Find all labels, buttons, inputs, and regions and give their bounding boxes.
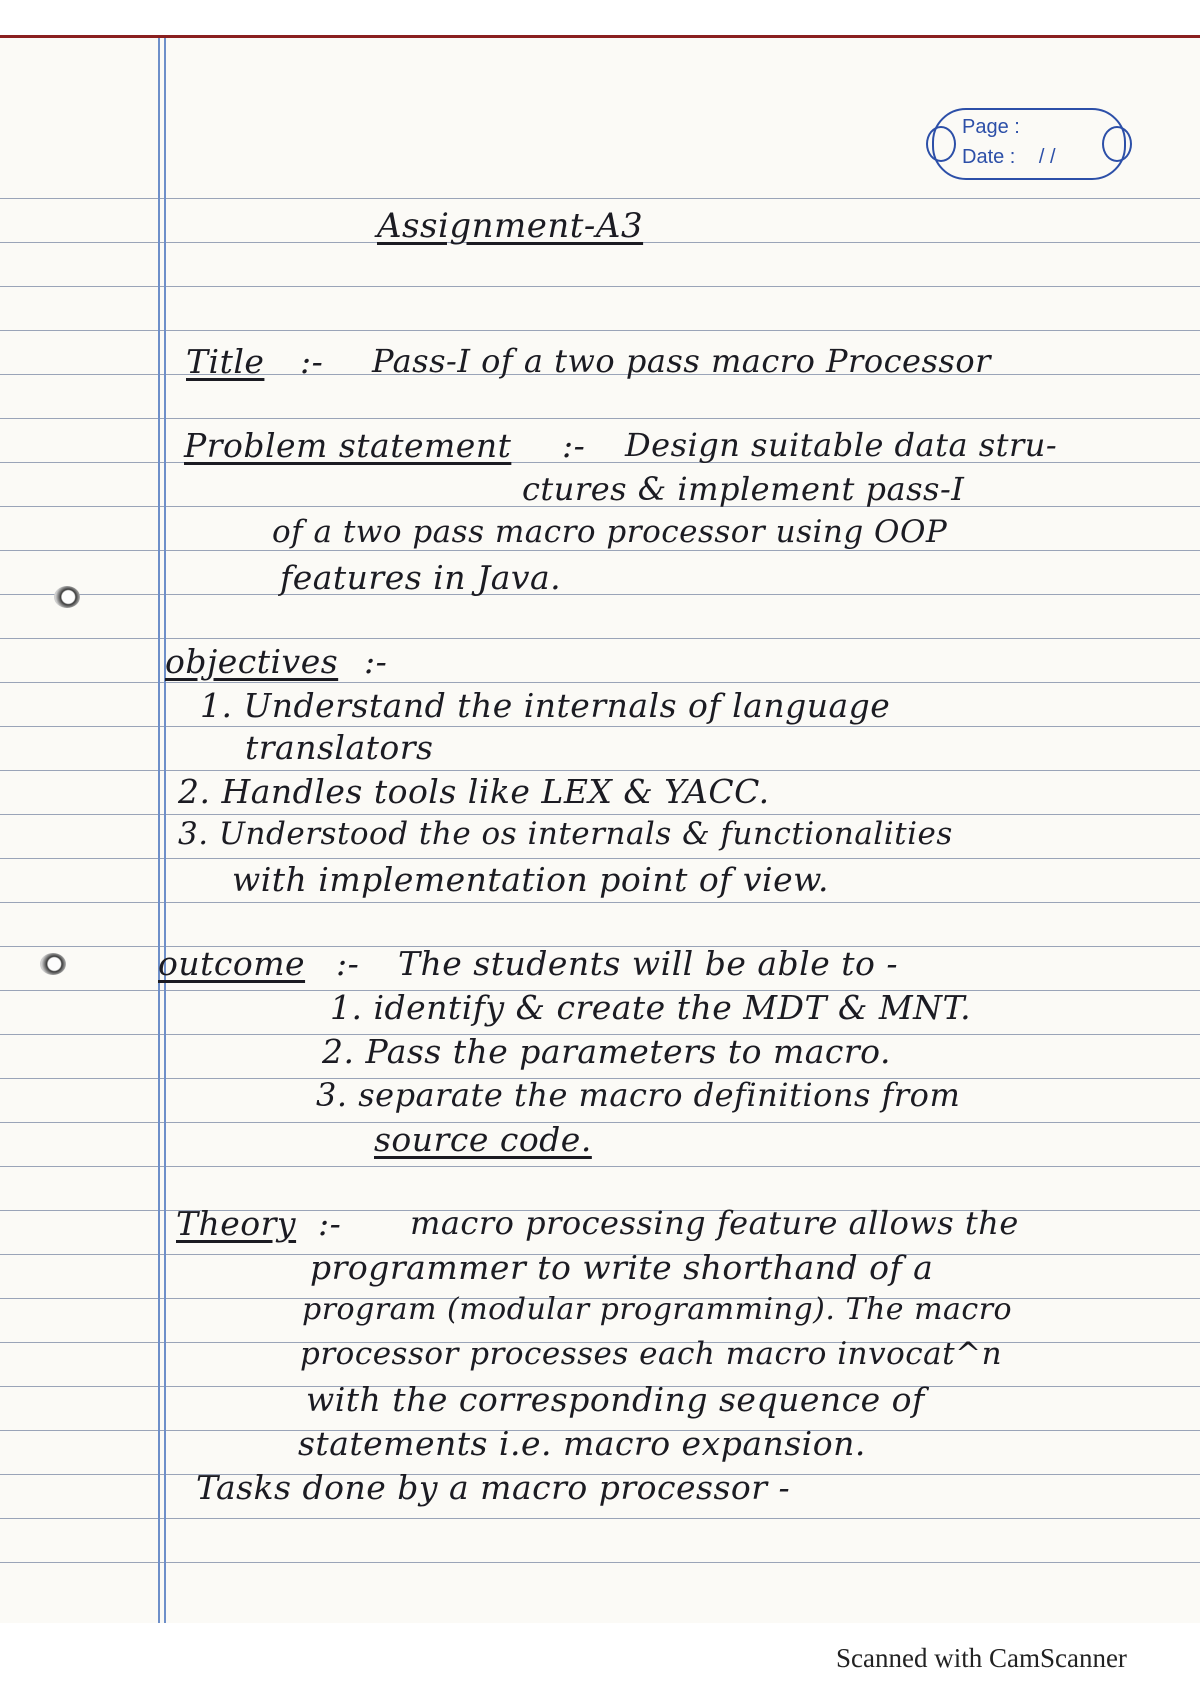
- scanner-watermark: Scanned with CamScanner: [836, 1643, 1127, 1673]
- title-text: Pass-I of a two pass macro Processor: [372, 342, 991, 380]
- ruled-line: [0, 682, 1200, 683]
- outcome-separator: :-: [336, 944, 360, 983]
- objective-item: translators: [245, 728, 434, 767]
- objective-item: 3. Understood the os internals & functionalities: [178, 816, 953, 852]
- theory-line: with the corresponding sequence of: [306, 1380, 925, 1419]
- ruled-line: [0, 770, 1200, 771]
- date-label-text: Date :: [962, 146, 1016, 168]
- theory-line: programmer to write shorthand of a: [310, 1248, 934, 1287]
- margin-line-inner: [164, 38, 166, 1623]
- problem-line-1: Design suitable data stru-: [625, 426, 1058, 464]
- problem-line-2: ctures & implement pass-I: [522, 470, 965, 508]
- notebook-page: [0, 35, 1200, 1623]
- ruled-line: [0, 902, 1200, 903]
- objective-item: 1. Understand the internals of language: [200, 686, 891, 725]
- outcome-item: 3. separate the macro definitions from: [316, 1076, 961, 1114]
- margin-line: [158, 38, 160, 1623]
- problem-line-3: of a two pass macro processor using OOP: [272, 514, 948, 550]
- ruled-line: [0, 286, 1200, 287]
- tasks-line: Tasks done by a macro processor -: [196, 1468, 791, 1507]
- ruled-line: [0, 814, 1200, 815]
- ruled-line: [0, 418, 1200, 419]
- theory-line: program (modular programming). The macro: [302, 1292, 1013, 1327]
- ruled-line: [0, 594, 1200, 595]
- problem-label: Problem statement: [184, 426, 512, 465]
- problem-line-4: features in Java.: [280, 558, 562, 597]
- objectives-label: objectives: [165, 642, 339, 681]
- outcome-intro: The students will be able to -: [398, 944, 899, 983]
- punch-hole: [54, 586, 80, 608]
- theory-line: processor processes each macro invocat^n: [300, 1336, 1003, 1372]
- objective-item: 2. Handles tools like LEX & YACC.: [178, 772, 770, 811]
- stamp-curl-right: [1102, 126, 1132, 162]
- theory-label: Theory: [176, 1204, 297, 1243]
- ruled-line: [0, 1518, 1200, 1519]
- ruled-line: [0, 638, 1200, 639]
- outcome-item: source code.: [374, 1120, 592, 1159]
- theory-separator: :-: [318, 1204, 342, 1243]
- ruled-line: [0, 330, 1200, 331]
- ruled-line: [0, 1166, 1200, 1167]
- title-label: Title: [186, 342, 265, 381]
- ruled-line: [0, 198, 1200, 199]
- page-date-stamp: [932, 108, 1126, 180]
- date-label: [962, 146, 1056, 169]
- objective-item: with implementation point of view.: [232, 860, 829, 899]
- punch-hole: [40, 953, 66, 975]
- ruled-line: [0, 550, 1200, 551]
- page-label: Page :: [962, 116, 1020, 138]
- theory-line: statements i.e. macro expansion.: [298, 1424, 866, 1463]
- outcome-item: 1. identify & create the MDT & MNT.: [330, 988, 972, 1027]
- problem-separator: :-: [562, 426, 586, 465]
- ruled-line: [0, 1562, 1200, 1563]
- outcome-label: outcome: [158, 944, 306, 983]
- ruled-line: [0, 858, 1200, 859]
- stamp-curl-left: [926, 126, 956, 162]
- ruled-line: [0, 726, 1200, 727]
- ruled-line: [0, 1122, 1200, 1123]
- theory-line: macro processing feature allows the: [410, 1204, 1019, 1242]
- assignment-heading: Assignment-A3: [377, 206, 644, 246]
- objectives-separator: :-: [364, 642, 388, 681]
- outcome-item: 2. Pass the parameters to macro.: [322, 1032, 891, 1071]
- title-separator: :-: [300, 342, 324, 381]
- date-value: / /: [1038, 146, 1056, 168]
